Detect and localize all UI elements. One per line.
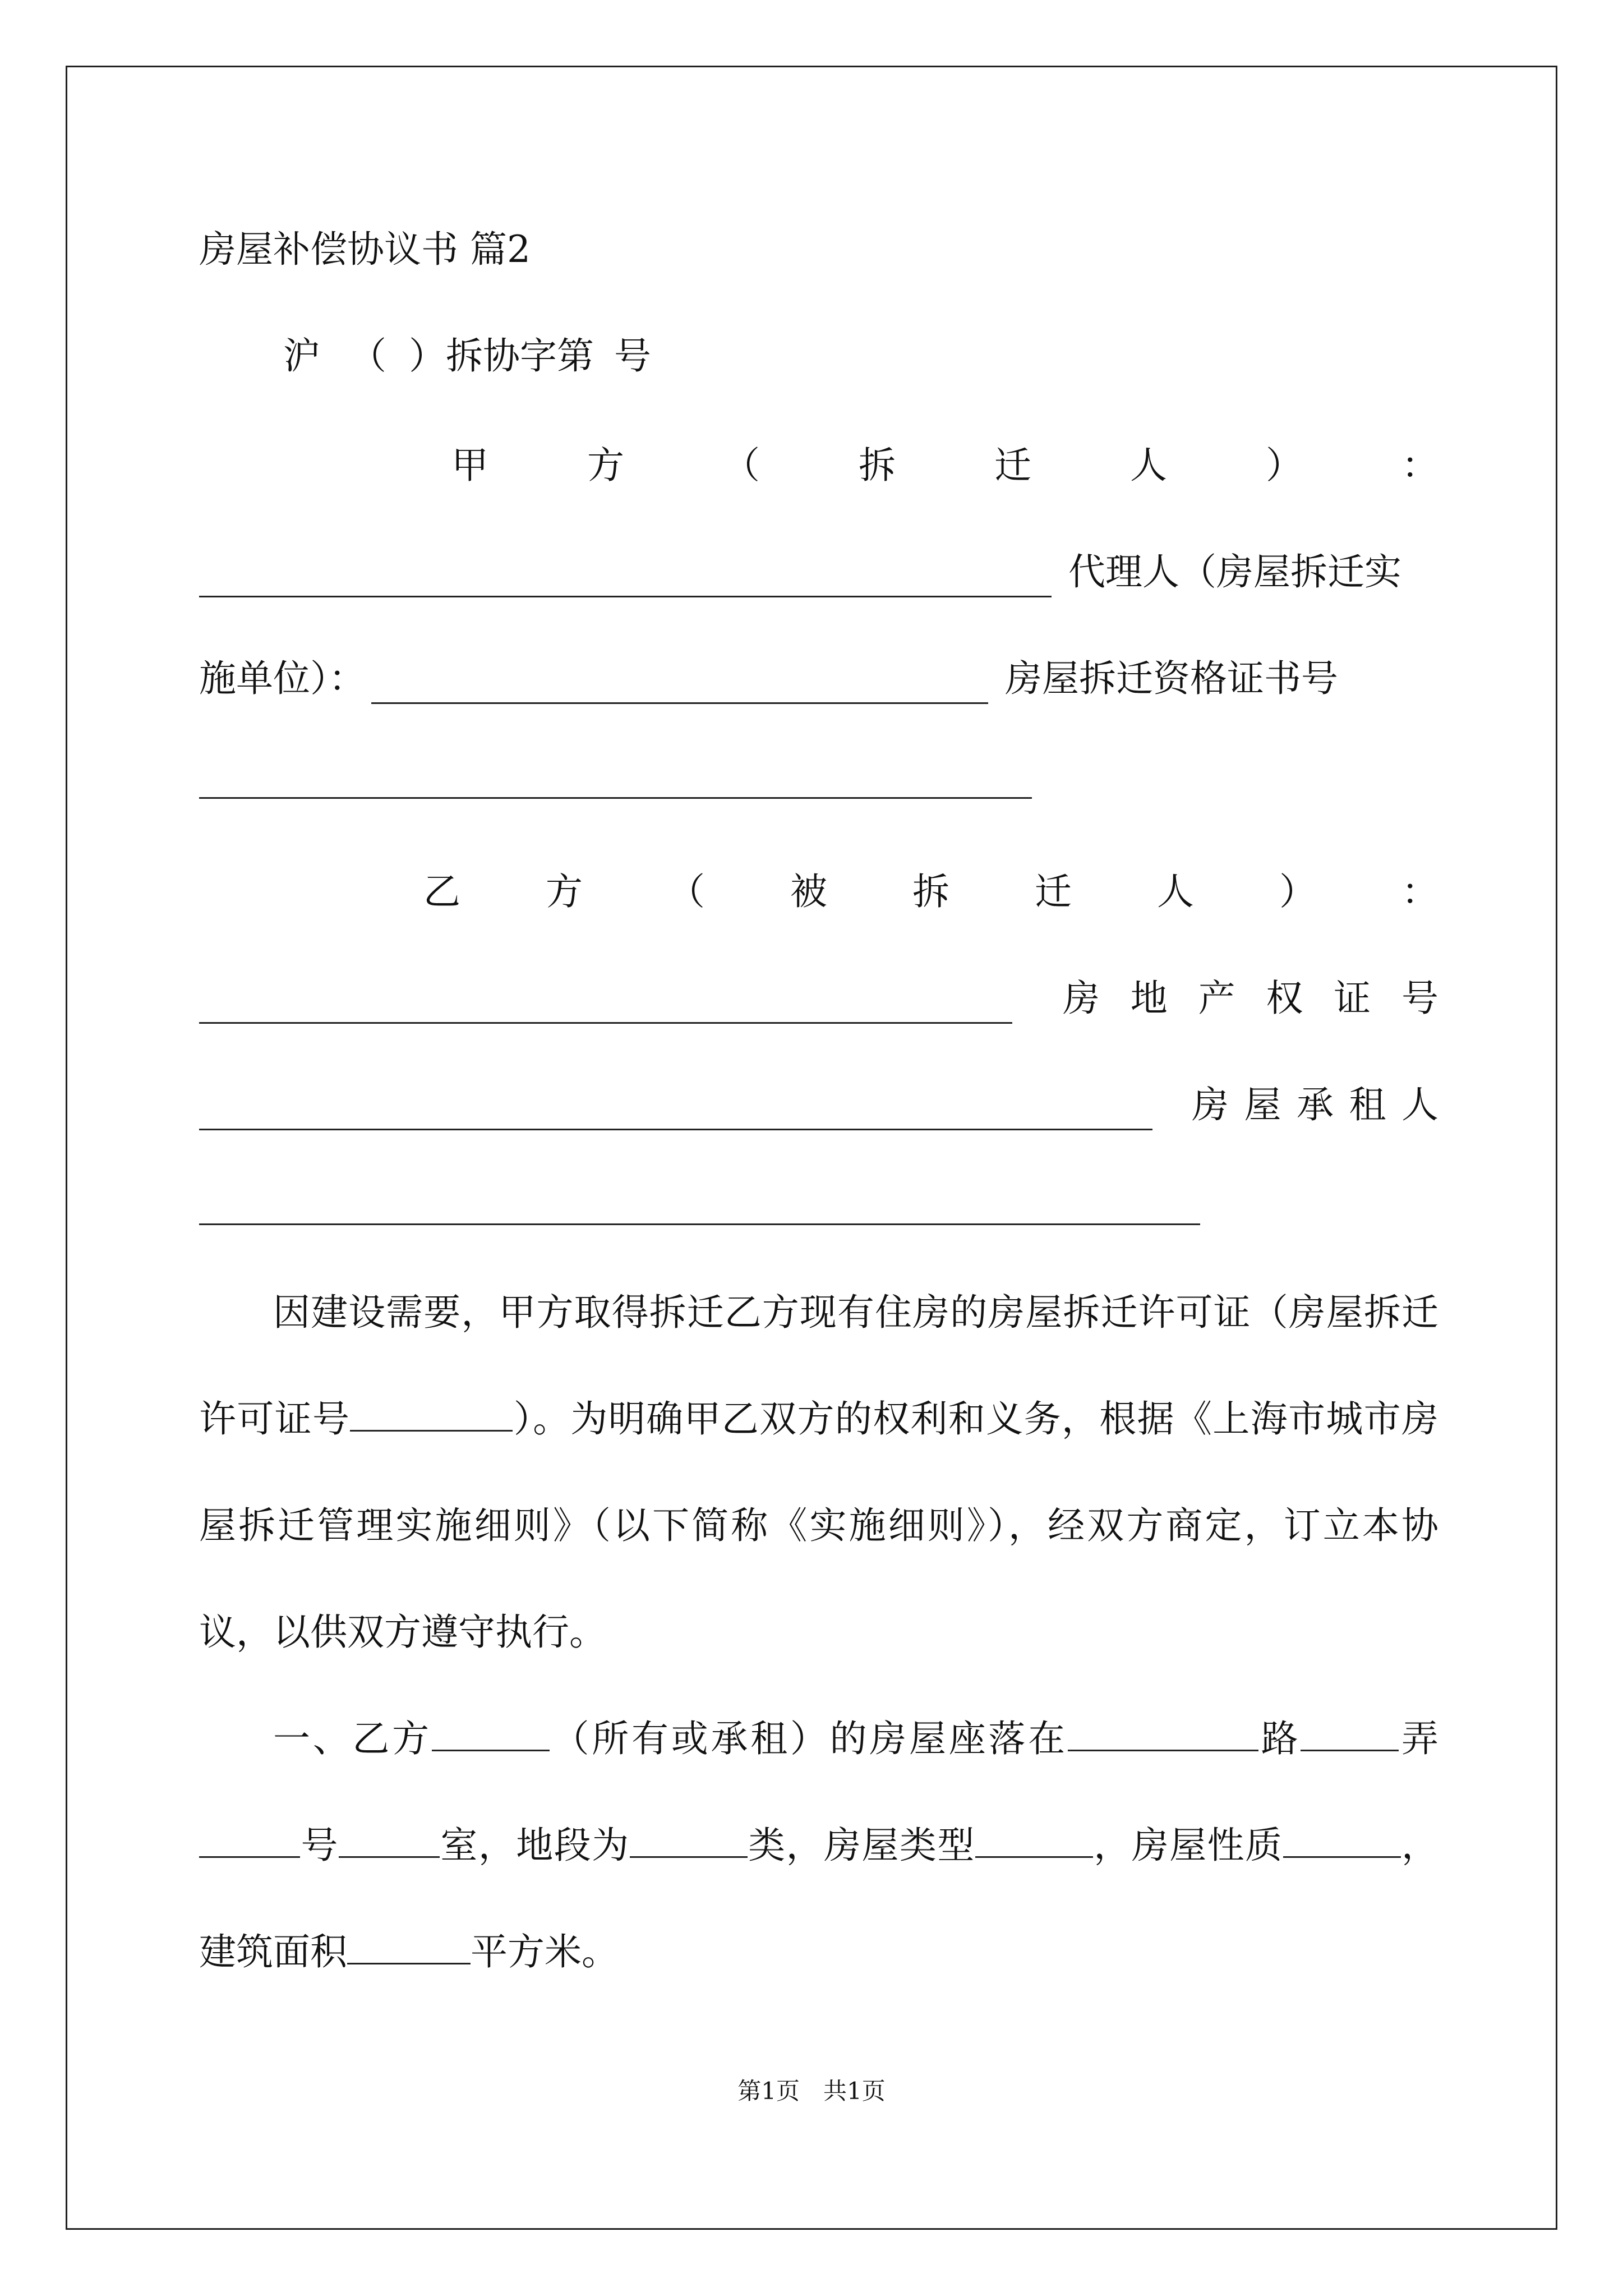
agent-label-cont: 施单位）： (199, 657, 366, 700)
doc-number-middle: 拆协字第 (446, 334, 594, 378)
party-b-char: 乙 (423, 870, 460, 913)
property-cert-label (1063, 973, 1438, 1024)
party-b-char: 方 (546, 870, 583, 913)
intro-paragraph (199, 1259, 1438, 1686)
party-a-name-blank[interactable] (199, 559, 1052, 597)
agent-label: 代理人（房屋拆迁实 (1068, 550, 1401, 593)
clause1-text: ，建筑面积 (199, 1824, 1439, 1973)
tenant-char: 人 (1401, 1083, 1438, 1126)
clause1-text: 室，地段为 (439, 1824, 630, 1867)
tenant-blank[interactable] (199, 1186, 1200, 1225)
property-cert-blank[interactable] (199, 1092, 1152, 1130)
house-type-blank[interactable] (975, 1823, 1093, 1858)
party-b-char: （ (668, 870, 705, 913)
cert-number-blank[interactable] (199, 760, 1032, 799)
cert-label: 房屋拆迁资格证书号 (1005, 657, 1338, 700)
party-a-char: ） (1266, 444, 1303, 487)
clause-one-paragraph (199, 1686, 1438, 2005)
party-a-name-row (199, 547, 1438, 597)
doc-number-suffix: 号 (614, 334, 651, 378)
party-b-char: 拆 (912, 870, 949, 913)
party-b-char: ） (1279, 870, 1316, 913)
party-a-char: ： (1401, 444, 1438, 487)
agent-blank[interactable] (371, 665, 988, 704)
clause1-text: 弄 (1399, 1717, 1439, 1760)
permit-number-blank[interactable] (350, 1396, 513, 1432)
road-blank[interactable] (1301, 1716, 1399, 1751)
clause1-text: 号 (300, 1824, 339, 1867)
party-b-char: 人 (1157, 870, 1194, 913)
floor-area-blank[interactable] (347, 1929, 471, 1964)
party-b-char: 被 (790, 870, 827, 913)
page-footer: 第1页 共1页 (737, 2077, 886, 2105)
tenant-char: 租 (1349, 1083, 1386, 1126)
doc-number-prefix: 沪 (283, 334, 320, 378)
party-a-char: 甲 (451, 444, 488, 487)
doc-number-close-paren: ） (409, 334, 446, 378)
property-cert-char: 产 (1198, 977, 1235, 1020)
property-cert-char: 号 (1401, 977, 1438, 1020)
property-cert-char: 房 (1063, 977, 1100, 1020)
tenant-char: 房 (1192, 1083, 1229, 1126)
clause1-text: 平方米。 (471, 1930, 619, 1973)
property-cert-row (199, 1080, 1438, 1130)
party-a-char: 人 (1130, 444, 1167, 487)
clause1-text: （所有或承租）的房屋座落在 (549, 1717, 1068, 1760)
clause1-text: 类，房屋类型 (747, 1824, 975, 1867)
agent-row (199, 654, 1438, 704)
party-a-label (199, 440, 1438, 491)
party-a-char: （ (723, 444, 760, 487)
document-title: 房屋补偿协议书 篇2 (199, 228, 531, 271)
party-a-char: 方 (587, 444, 624, 487)
clause1-text: 路 (1258, 1717, 1301, 1760)
clause1-text: ，房屋性质 (1092, 1824, 1283, 1867)
party-b-name-blank[interactable] (199, 985, 1012, 1024)
party-a-char: 拆 (859, 444, 896, 487)
number-blank[interactable] (339, 1823, 440, 1858)
intro-text-a: 因建设需要，甲方取得拆迁乙方现有住房的房屋拆迁许可证（房屋拆迁许可证号 (199, 1291, 1438, 1441)
lane-blank[interactable] (199, 1823, 300, 1858)
location-blank[interactable] (1068, 1716, 1258, 1751)
tenant-char: 屋 (1244, 1083, 1281, 1126)
clause1-text: 一、乙方 (273, 1717, 432, 1760)
doc-number-open-paren: （ (349, 334, 386, 378)
property-cert-char: 权 (1266, 977, 1303, 1020)
party-b-label (199, 867, 1438, 917)
property-cert-char: 证 (1334, 977, 1371, 1020)
district-class-blank[interactable] (630, 1823, 748, 1858)
party-b-char: 迁 (1035, 870, 1072, 913)
tenant-label (1192, 1080, 1438, 1130)
party-b-name-row (199, 973, 1438, 1024)
document-number (283, 331, 651, 381)
party-a-char: 迁 (994, 444, 1031, 487)
property-cert-char: 地 (1130, 977, 1168, 1020)
intro-text-b: ）。为明确甲乙双方的权利和义务，根据《上海市城市房屋拆迁管理实施细则》（以下简称《实施细则》），经双方商定，订立本协议，以供双方遵守执行。 (199, 1397, 1439, 1654)
house-nature-blank[interactable] (1283, 1823, 1401, 1858)
party-b-char: ： (1401, 870, 1438, 913)
ownership-blank[interactable] (432, 1716, 550, 1751)
tenant-char: 承 (1297, 1083, 1334, 1126)
